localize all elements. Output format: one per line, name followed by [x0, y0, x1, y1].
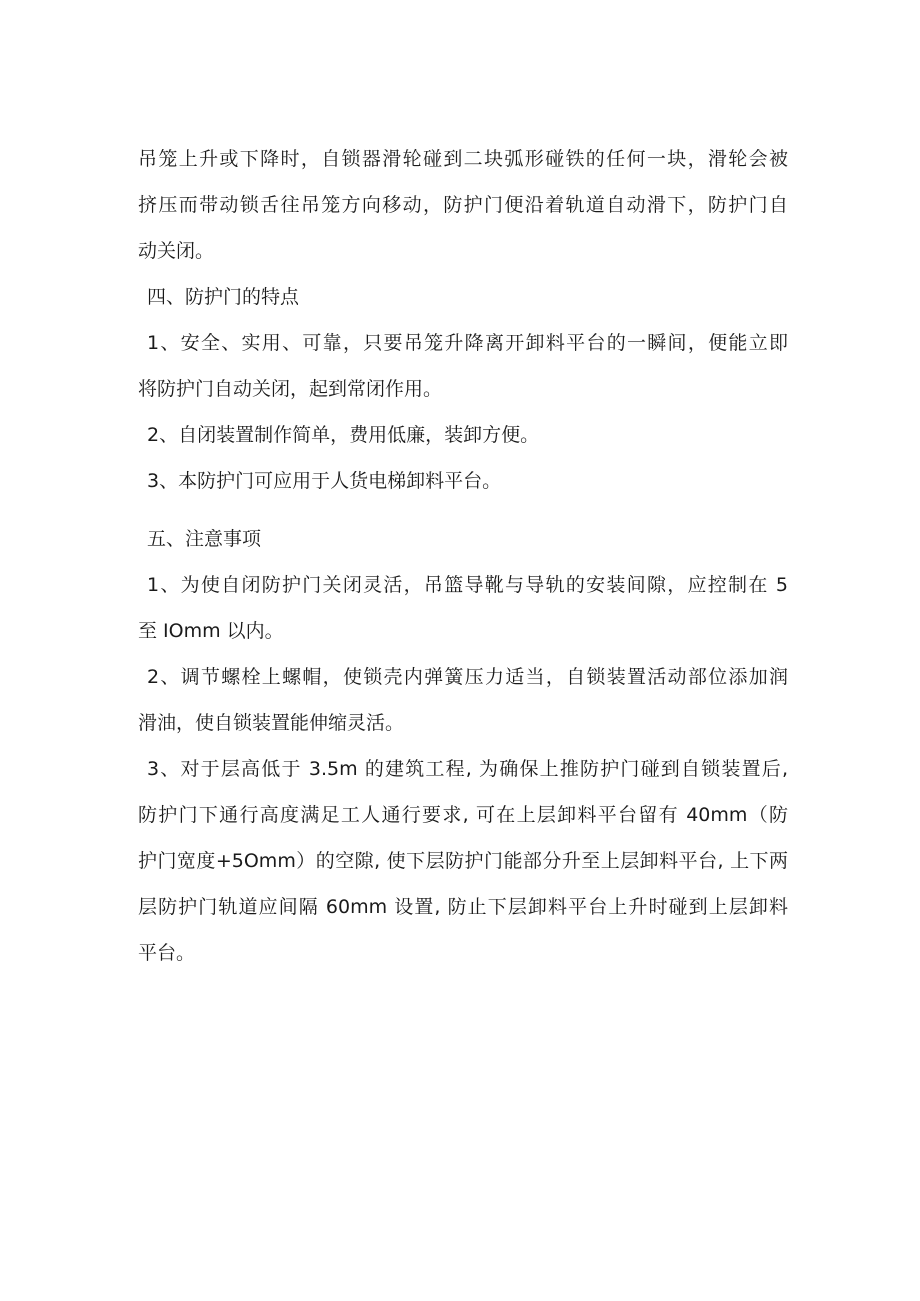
list-item-feature-3: [138, 458, 788, 504]
text-line: 动关闭。: [138, 240, 215, 262]
section-heading-features: [138, 274, 788, 320]
text-line: 护门宽度+5Omm）的空隙, 使下层防护门能部分升至上层卸料平台, 上下两: [138, 850, 788, 872]
text-line: 层防护门轨道应间隔 60mm 设置, 防止下层卸料平台上升时碰到上层卸料: [138, 896, 788, 918]
list-item-feature-1: [138, 320, 788, 366]
text-line: 2、自闭装置制作简单，费用低廉，装卸方便。: [147, 424, 540, 446]
heading-text: 四、防护门的特点: [147, 286, 300, 308]
list-item-note-2-cont: [138, 700, 788, 746]
text-line: 2、调节螺栓上螺帽，使锁壳内弹簧压力适当，自锁装置活动部位添加润: [147, 666, 788, 688]
paragraph-intro: [138, 136, 788, 274]
list-item-note-1-cont: [138, 608, 788, 654]
list-item-note-3-cont: [138, 792, 788, 976]
text-line: 3、对于层高低于 3.5m 的建筑工程, 为确保上推防护门碰到自锁装置后,: [147, 758, 788, 780]
text-line: 至 IOmm 以内。: [138, 620, 284, 642]
text-line: 1、为使自闭防护门关闭灵活，吊篮导靴与导轨的安装间隙，应控制在 5: [147, 574, 788, 596]
document-body: [138, 136, 788, 976]
list-item-note-1: [138, 562, 788, 608]
text-line: 挤压而带动锁舌往吊笼方向移动，防护门便沿着轨道自动滑下，防护门自: [138, 194, 788, 216]
text-line: 吊笼上升或下降时，自锁器滑轮碰到二块弧形碰铁的任何一块，滑轮会被: [138, 148, 788, 170]
heading-text: 五、注意事项: [147, 528, 262, 550]
section-heading-notes: [138, 516, 788, 562]
text-line: 3、本防护门可应用于人货电梯卸料平台。: [147, 470, 502, 492]
text-line: 平台。: [138, 942, 196, 964]
text-line: 1、安全、实用、可靠，只要吊笼升降离开卸料平台的一瞬间，便能立即: [147, 332, 788, 354]
spacer: [138, 504, 788, 516]
list-item-note-2: [138, 654, 788, 700]
list-item-note-3: [138, 746, 788, 792]
text-line: 滑油，使自锁装置能伸缩灵活。: [138, 712, 405, 734]
text-line: 将防护门自动关闭，起到常闭作用。: [138, 378, 443, 400]
list-item-feature-2: [138, 412, 788, 458]
text-line: 防护门下通行高度满足工人通行要求, 可在上层卸料平台留有 40mm（防: [138, 804, 788, 826]
list-item-feature-1-cont: [138, 366, 788, 412]
